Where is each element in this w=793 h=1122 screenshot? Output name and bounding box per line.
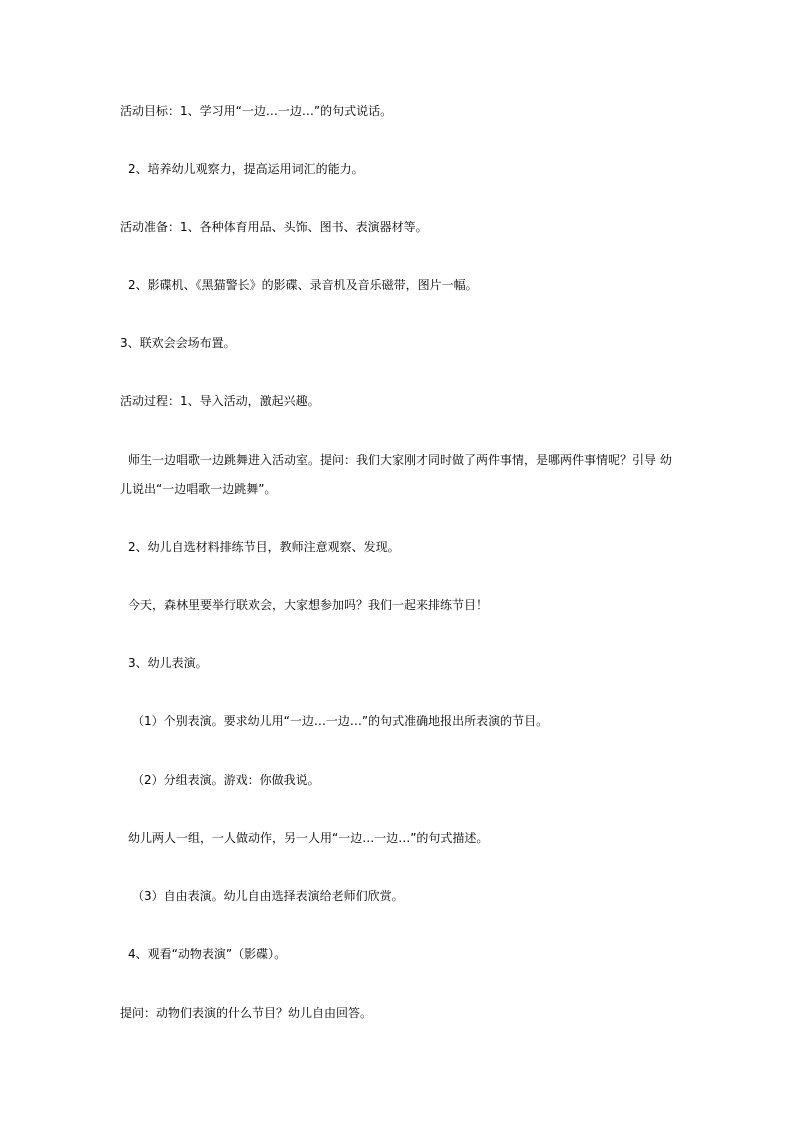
activity-process-2: 2、幼儿自选材料排练节目，教师注意观察、发现。 bbox=[128, 540, 400, 554]
free-performance: （3）自由表演。幼儿自由选择表演给老师们欣赏。 bbox=[132, 889, 404, 903]
activity-process-3: 3、幼儿表演。 bbox=[128, 656, 208, 670]
activity-prep-2: 2、影碟机、《黑猫警长》的影碟、录音机及音乐磁带，图片一幅。 bbox=[128, 278, 478, 292]
activity-prep-3: 3、联欢会会场布置。 bbox=[120, 336, 236, 350]
activity-prep-1: 活动准备：1、各种体育用品、头饰、图书、表演器材等。 bbox=[120, 220, 428, 234]
process-paragraph-line-2: 儿说出“一边唱歌一边跳舞”。 bbox=[120, 482, 277, 496]
forest-party-text: 今天，森林里要举行联欢会，大家想参加吗？我们一起来排练节目！ bbox=[128, 598, 489, 612]
activity-goal-2: 2、培养幼儿观察力，提高运用词汇的能力。 bbox=[128, 162, 364, 176]
activity-process-1: 活动过程：1、导入活动，激起兴趣。 bbox=[120, 394, 320, 408]
activity-goal-1: 活动目标：1、学习用“一边…一边…”的句式说话。 bbox=[120, 104, 393, 118]
individual-performance: （1）个别表演。要求幼儿用“一边…一边…”的句式准确地报出所表演的节目。 bbox=[132, 714, 549, 728]
group-performance: （2）分组表演。游戏：你做我说。 bbox=[132, 773, 320, 787]
question-text: 提问：动物们表演的什么节目？幼儿自由回答。 bbox=[120, 1006, 373, 1020]
process-paragraph-line-1: 师生一边唱歌一边跳舞进入活动室。提问：我们大家刚才同时做了两件事情，是哪两件事情呢？引导 幼 bbox=[128, 453, 672, 467]
pair-activity-text: 幼儿两人一组，一人做动作，另一人用“一边…一边…”的句式描述。 bbox=[128, 831, 489, 845]
activity-process-4: 4、观看“动物表演”（影碟）。 bbox=[128, 947, 287, 961]
